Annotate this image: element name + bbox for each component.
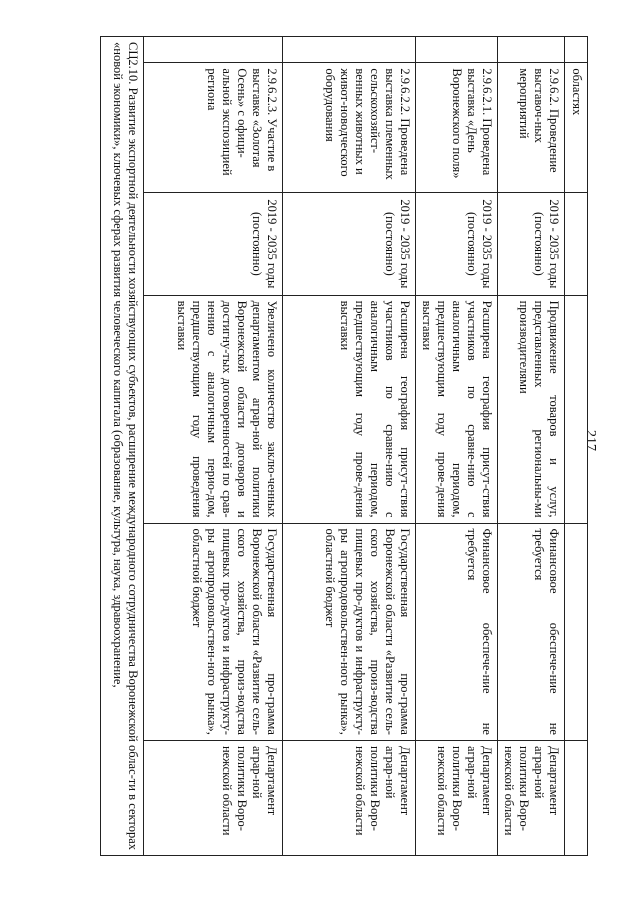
rotated-table-container — [68, 36, 588, 856]
table-row — [144, 37, 283, 856]
period-cell: 2019 - 2035 годы (постоянно) — [144, 193, 283, 295]
table-row — [565, 37, 588, 856]
table-row — [416, 37, 498, 856]
table-cell-blank — [416, 37, 498, 63]
table-row — [498, 37, 565, 856]
executor-cell: Департамент аграр-ной политики Воро-нежской области — [416, 740, 498, 855]
item-cell: 2.9.6.2.1. Проведена выставка «День Воронежского поля» — [416, 63, 498, 193]
executor-cell: Департамент аграр-ной политики Воро-нежской области — [283, 740, 416, 855]
financing-cell: Финансовое обеспече-ние не требуется — [498, 523, 565, 740]
page-number: 217 — [583, 430, 598, 451]
period-cell: 2019 - 2035 годы (постоянно) — [416, 193, 498, 295]
plan-table — [100, 36, 588, 856]
result-cell: Продвижение товаров и услуг, представленных региональны-ми производителями — [498, 295, 565, 523]
table-cell-blank — [565, 193, 588, 295]
table-cell-blank — [565, 37, 588, 63]
table-row — [283, 37, 416, 856]
financing-cell: Государственная про-грамма Воронежской области «Развитие сель-ского хозяйства, произ-водства пищевых про-дуктов и инфраструкту-ры агропродовольствен-ного рынка», областной бюджет — [144, 523, 283, 740]
result-cell: Увеличено количество заклю-ченных департаментом аграр-ной политики Воронежской области договоров и достигну-тых договоренностей по срав-нению с аналогичным перио-дом, предшествующим году проведения выставки — [144, 295, 283, 523]
item-cell: 2.9.6.2.2. Проведена выставка племенных сельскохозяйст-венных животных и живот-новодческого оборудования — [283, 63, 416, 193]
executor-cell: Департамент аграр-ной политики Воро-нежской области — [498, 740, 565, 855]
executor-cell: Департамент аграр-ной политики Воро-нежской области — [144, 740, 283, 855]
period-cell: 2019 - 2035 годы (постоянно) — [283, 193, 416, 295]
table-cell-blank — [565, 295, 588, 523]
header-continuation-cell: областях — [565, 63, 588, 193]
result-cell: Расширена география присут-ствия участников по сравне-нию с аналогичным периодом, предшествующим году прове-дения выставки — [283, 295, 416, 523]
table-row — [101, 37, 144, 856]
financing-cell: Государственная про-грамма Воронежской области «Развитие сель-ского хозяйства, произ-водства пищевых про-дуктов и инфраструкту-ры агропродовольствен-ного рынка», областной бюджет — [283, 523, 416, 740]
table-cell-blank — [144, 37, 283, 63]
table-cell-blank — [283, 37, 416, 63]
footer-goal-text: СЦ2.10. Развитие экспортной деятельности хозяйствующих субъектов, расширение международного сотрудничества Воронежской облас-ти в секторах «новой экономики», ключевых сферах развития человеческого капитала (образование, культура, наука, здравоохранение, — [101, 37, 144, 856]
table-cell-blank — [565, 740, 588, 855]
item-cell: 2.9.6.2.3. Участие в выставке «Золотая Осень» с офици-альной экспозицией региона — [144, 63, 283, 193]
result-cell: Расширена география присут-ствия участников по сравне-нию с аналогичным периодом, предшествующим году прове-дения выставки — [416, 295, 498, 523]
table-cell-blank — [498, 37, 565, 63]
table-cell-blank — [565, 523, 588, 740]
period-cell: 2019 - 2035 годы (постоянно) — [498, 193, 565, 295]
item-cell: 2.9.6.2. Проведение выставоч-ных мероприятий — [498, 63, 565, 193]
financing-cell: Финансовое обеспече-ние не требуется — [416, 523, 498, 740]
